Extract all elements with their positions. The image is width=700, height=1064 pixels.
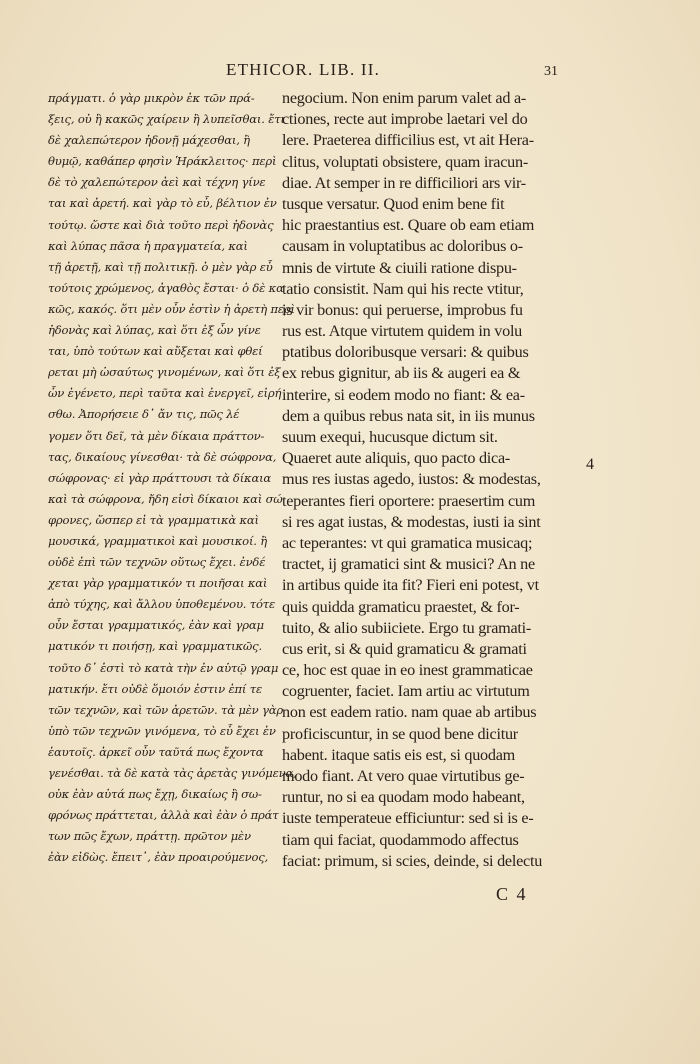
greek-text-line: ται, ὑπὸ τούτων καὶ αὔξεται καὶ φθεί [48, 344, 263, 359]
latin-text-line: ex rebus gignitur, ab iis & augeri ea & [282, 364, 521, 383]
greek-text-line: δὲ χαλεπώτερον ἡδονῇ μάχεσθαι, ἢ [48, 133, 250, 148]
greek-text-line: χεται γὰρ γραμματικόν τι ποιῆσαι καὶ [48, 576, 268, 591]
latin-text-line: hic praestantius est. Quare ob eam etiam [282, 216, 535, 235]
greek-text-line: καὶ λύπας πᾶσα ἡ πραγματεία, καὶ [48, 238, 248, 253]
greek-text-line: ὧν ἐγένετο, περὶ ταῦτα καὶ ἐνεργεῖ, εἰρή [48, 386, 282, 401]
latin-text-line: causam in voluptatibus ac doloribus o- [282, 237, 523, 256]
greek-text-line: τῶν τεχνῶν, καὶ τῶν ἀρετῶν. τὰ μὲν γὰρ [48, 702, 283, 717]
latin-text-column [282, 88, 570, 872]
greek-text-line: οὐδὲ ἐπὶ τῶν τεχνῶν οὕτως ἔχει. ἐνδέ [48, 555, 266, 570]
latin-text-line: quis quidda gramaticu praestet, & for- [282, 597, 520, 616]
latin-text-line: mnis de virtute & ciuili ratione dispu- [282, 258, 517, 277]
greek-text-column [48, 88, 297, 868]
greek-text-line: ματικόν τι ποιήσῃ, καὶ γραμματικῶς. [48, 639, 262, 654]
latin-text-line: si res agat iustas, & modestas, iusti ia sint [282, 512, 541, 531]
greek-text-line: τας, δικαίους γίνεσθαι· τὰ δὲ σώφρονα, [48, 449, 277, 464]
latin-text-line: ac teperantes: vt qui gramatica musicaq; [282, 533, 533, 552]
greek-text-line: σώφρονας· εἰ γὰρ πράττουσι τὰ δίκαια [48, 470, 272, 485]
latin-text-line: faciat: primum, si scies, deinde, si delectu [282, 851, 543, 870]
latin-text-line: teperantes fieri oportere: praesertim cum [282, 491, 536, 510]
latin-text-line: diae. At semper in re difficiliori ars vir- [282, 173, 526, 192]
greek-text-line: οὐκ ἐὰν αὐτά πως ἔχῃ, δικαίως ἢ σω- [48, 787, 262, 802]
greek-text-line: σθω. Ἀπορήσειε δ᾽ ἄν τις, πῶς λέ [48, 407, 240, 422]
latin-text-line: tuito, & alio subiiciete. Ergo tu gramati- [282, 618, 532, 637]
latin-text-line: tiam qui faciat, quodammodo affectus [282, 830, 519, 849]
greek-text-line: καὶ τὰ σώφρονα, ἤδη εἰσὶ δίκαιοι καὶ σώ [48, 491, 283, 506]
latin-text-line: ctiones, recte aut improbe laetari vel do [282, 110, 528, 129]
signature-mark: C 4 [496, 884, 528, 904]
greek-text-line: τούτοις χρώμενος, ἀγαθὸς ἔσται· ὁ δὲ κα [48, 280, 284, 295]
greek-text-line: μουσικά, γραμματικοὶ καὶ μουσικοί. ἢ [48, 533, 268, 548]
latin-text-line: tatio consistit. Nam qui his recte vtitur, [282, 279, 524, 298]
latin-text-line: cus erit, si & quid gramaticu & gramati [282, 639, 527, 658]
latin-text-line: ce, hoc est quae in eo inest grammaticae [282, 661, 533, 680]
greek-text-line: τῇ ἀρετῇ, καὶ τῇ πολιτικῇ. ὁ μὲν γὰρ εὖ [48, 259, 273, 274]
latin-text-line: tractet, ij gramatici sint & musici? An ne [282, 555, 535, 574]
greek-text-line: φρόνως πράττεται, ἀλλὰ καὶ ἐὰν ὁ πράτ [48, 808, 279, 823]
latin-text-line: suum exequi, hucusque dictum sit. [282, 428, 498, 446]
greek-text-line: ἡδονὰς καὶ λύπας, καὶ ὅτι ἐξ ὧν γίνε [48, 323, 261, 338]
latin-text-line: rus est. Atque virtutem quidem in volu [282, 322, 523, 341]
latin-text-line: is vir bonus: qui peruerse, improbus fu [282, 300, 523, 319]
greek-text-line: κῶς, κακός. ὅτι μὲν οὖν ἐστὶν ἡ ἀρετὴ περὶ [48, 301, 295, 316]
greek-text-line: οὖν ἔσται γραμματικός, ἐὰν καὶ γραμ [48, 618, 264, 633]
greek-text-line: ἐὰν εἰδὼς. ἔπειτ᾽, ἐὰν προαιρούμενος, [48, 850, 269, 865]
greek-text-line: πράγματι. ὁ γὰρ μικρὸν ἐκ τῶν πρά- [48, 91, 255, 105]
latin-text-line: habent. itaque satis eis est, si quodam [282, 745, 516, 764]
greek-text-line: ὑπὸ τῶν τεχνῶν γινόμενα, τὸ εὖ ἔχει ἐν [48, 723, 276, 738]
latin-text-line: runtur, no si ea quodam modo habeant, [282, 788, 525, 807]
latin-text-line: in artibus quide ita fit? Fieri eni potest, vt [282, 576, 539, 595]
page-header [40, 58, 640, 88]
latin-text-line: negocium. Non enim parum valet ad a- [282, 89, 527, 107]
greek-text-line: ματικήν. ἔτι οὐδὲ ὅμοιόν ἐστιν ἐπί τε [48, 681, 262, 696]
greek-text-line: ξεις, οὐ ἢ κακῶς χαίρειν ἢ λυπεῖσθαι. ἔτι [48, 112, 285, 127]
latin-text-line: mus res iustas agedo, iustos: & modestas, [282, 470, 541, 489]
latin-text-line: dem a quibus rebus nata sit, in iis munus [282, 406, 535, 425]
latin-text-line: ptatibus doloribusque versari: & quibus [282, 343, 529, 362]
page-number: 31 [544, 64, 558, 79]
latin-text-line: non est eadem ratio. nam quae ab artibus [282, 703, 537, 722]
latin-text-line: clitus, voluptati obsistere, quam iracun- [282, 152, 528, 171]
greek-text-line: φρονες, ὥσπερ εἰ τὰ γραμματικὰ καὶ [48, 512, 259, 527]
latin-text-line: tusque versatur. Quod enim bene fit [282, 194, 505, 213]
greek-text-line: ρεται μὴ ὡσαύτως γινομένων, καὶ ὅτι ἐξ [48, 365, 281, 380]
latin-text-line: iuste temperateue efficiuntur: sed si is e- [282, 809, 534, 828]
running-head: ETHICOR. LIB. II. [226, 60, 381, 79]
greek-text-line: δὲ τὸ χαλεπώτερον ἀεὶ καὶ τέχνη γίνε [48, 175, 266, 190]
latin-text-line: interire, si eodem modo no fiant: & ea- [282, 385, 525, 404]
greek-text-line: τοῦτο δ᾽ ἐστὶ τὸ κατὰ τὴν ἐν αὑτῷ γραμ [48, 660, 279, 675]
latin-text-line: lere. Praeterea difficilius est, vt ait Hera- [282, 131, 534, 150]
greek-text-line: γομεν ὅτι δεῖ, τὰ μὲν δίκαια πράττον- [48, 428, 265, 443]
greek-text-line: γενέσθαι. τὰ δὲ κατὰ τὰς ἀρετὰς γινόμενα, [48, 766, 297, 780]
greek-text-line: ται καὶ ἀρετή. καὶ γὰρ τὸ εὖ, βέλτιον ἐν [48, 196, 277, 211]
greek-text-line: θυμῷ, καθάπερ φησὶν Ἡράκλειτος· περὶ [48, 154, 277, 169]
latin-text-line: Quaeret aute aliquis, quo pacto dica- [282, 449, 511, 468]
latin-text-line: modo fiant. At vero quae virtutibus ge- [282, 767, 525, 785]
greek-text-line: τούτῳ. ὥστε καὶ διὰ τοῦτο περὶ ἡδονὰς [48, 217, 274, 232]
greek-text-line: των πῶς ἔχων, πράττῃ. πρῶτον μὲν [48, 829, 251, 844]
greek-text-line: ἀπὸ τύχης, καὶ ἄλλου ὑποθεμένου. τότε [48, 597, 275, 612]
latin-text-line: cogruenter, faciet. Iam artiu ac virtutum [282, 682, 530, 701]
greek-text-line: ἑαυτοῖς. ἀρκεῖ οὖν ταῦτά πως ἔχοντα [48, 744, 264, 759]
marginal-section-number: 4 [586, 456, 594, 473]
latin-text-line: proficiscuntur, in se quod bene dicitur [282, 724, 518, 743]
